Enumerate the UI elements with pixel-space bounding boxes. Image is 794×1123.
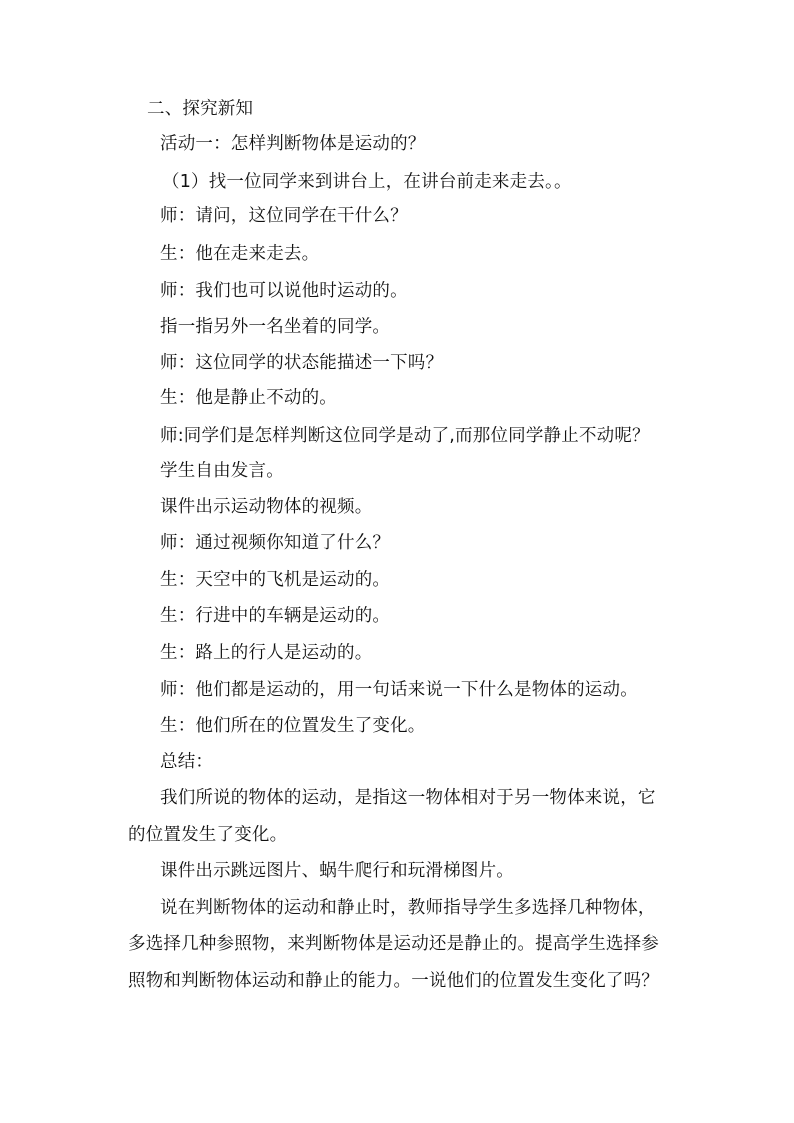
text-line: 师：我们也可以说他时运动的。 [160,281,408,301]
paragraph-line: 多选择几种参照物，来判断物体是运动还是静止的。提高学生选择参 [128,934,659,954]
text-line: 学生自由发言。 [160,461,284,481]
text-line: 师：请问，这位同学在干什么？ [160,206,408,226]
summary-label: 总结： [160,752,214,772]
section-heading: 二、探究新知 [147,99,254,119]
text-line: 课件出示运动物体的视频。 [160,497,373,517]
text-line: 生：路上的行人是运动的。 [160,643,373,663]
paragraph-line: 说在判断物体的运动和静止时，教师指导学生多选择几种物体， [160,898,656,918]
text-line: 生：他们所在的位置发生了变化。 [160,716,426,736]
text-line: （1）找一位同学来到讲台上，在讲台前走来走去。。 [162,172,572,192]
text-line: 生：行进中的车辆是运动的。 [160,606,391,626]
paragraph-line: 我们所说的物体的运动，是指这一物体相对于另一物体来说，它 [160,788,656,808]
paragraph-line: 照物和判断物体运动和静止的能力。一说他们的位置发生变化了吗？ [128,971,659,991]
text-line: 师：他们都是运动的，用一句话来说一下什么是物体的运动。 [160,680,638,700]
text-line: 指一指另外一名坐着的同学。 [160,317,391,337]
paragraph-line: 课件出示跳远图片、蜗牛爬行和玩滑梯图片。 [160,861,514,881]
activity-title: 活动一：怎样判断物体是运动的？ [160,134,426,154]
text-line: 生：天空中的飞机是运动的。 [160,570,391,590]
text-line: 师：通过视频你知道了什么？ [160,533,391,553]
text-line: 生：他在走来走去。 [160,244,320,264]
text-line: 师：这位同学的状态能描述一下吗？ [160,353,444,373]
text-line: 生：他是静止不动的。 [160,388,337,408]
paragraph-line: 的位置发生了变化。 [128,825,288,845]
text-line: 师:同学们是怎样判断这位同学是动了,而那位同学静止不动呢？ [160,426,650,446]
